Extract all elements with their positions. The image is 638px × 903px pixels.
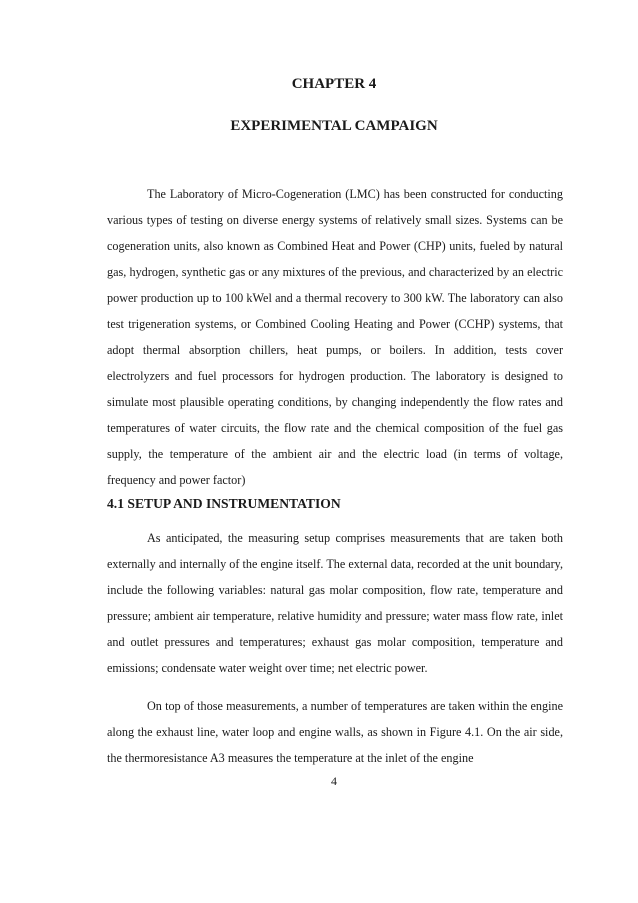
chapter-number: CHAPTER 4 (291, 76, 377, 92)
section-paragraph-1: As anticipated, the measuring setup comprises measurements that are taken both externally and internally of the engine itself. The external data, recorded at the unit boundary, include the following variables: natural gas molar composition, flow rate, temperature and pressure; ambient air temperature, relative humidity and pressure; water mass flow rate, inlet and outlet pressures and temperatures; exhaust gas molar composition, temperature and emissions; condensate water weight over time; net electric power. (107, 531, 563, 675)
chapter-title: EXPERIMENTAL CAMPAIGN (230, 118, 438, 134)
intro-paragraph: The Laboratory of Micro-Cogeneration (LMC) has been constructed for conducting various types of testing on diverse energy systems of relatively small sizes. Systems can be cogeneration units, also known as Combined Heat and Power (CHP) units, fueled by natural gas, hydrogen, synthetic gas or any mixtures of the previous, and characterized by an electric power production up to 100 kWel and a thermal recovery to 300 kW. The laboratory can also test trigeneration systems, or Combined Cooling Heating and Power (CCHP) systems, that adopt thermal absorption chillers, heat pumps, or boilers. In addition, tests cover electrolyzers and fuel processors for hydrogen production. The laboratory is designed to simulate most plausible operating conditions, by changing independently the flow rates and temperatures of water circuits, the flow rate and the chemical composition of the fuel gas supply, the temperature of the ambient air and the electric load (in terms of voltage, frequency and power factor) (107, 187, 563, 487)
section-heading: 4.1 SETUP AND INSTRUMENTATION (107, 496, 341, 511)
section-paragraph-2: On top of those measurements, a number of temperatures are taken within the engine along the exhaust line, water loop and engine walls, as shown in Figure 4.1. On the air side, the thermoresistance A3 measures the temperature at the inlet of the engine (107, 699, 563, 765)
page-number: 4 (331, 774, 337, 788)
